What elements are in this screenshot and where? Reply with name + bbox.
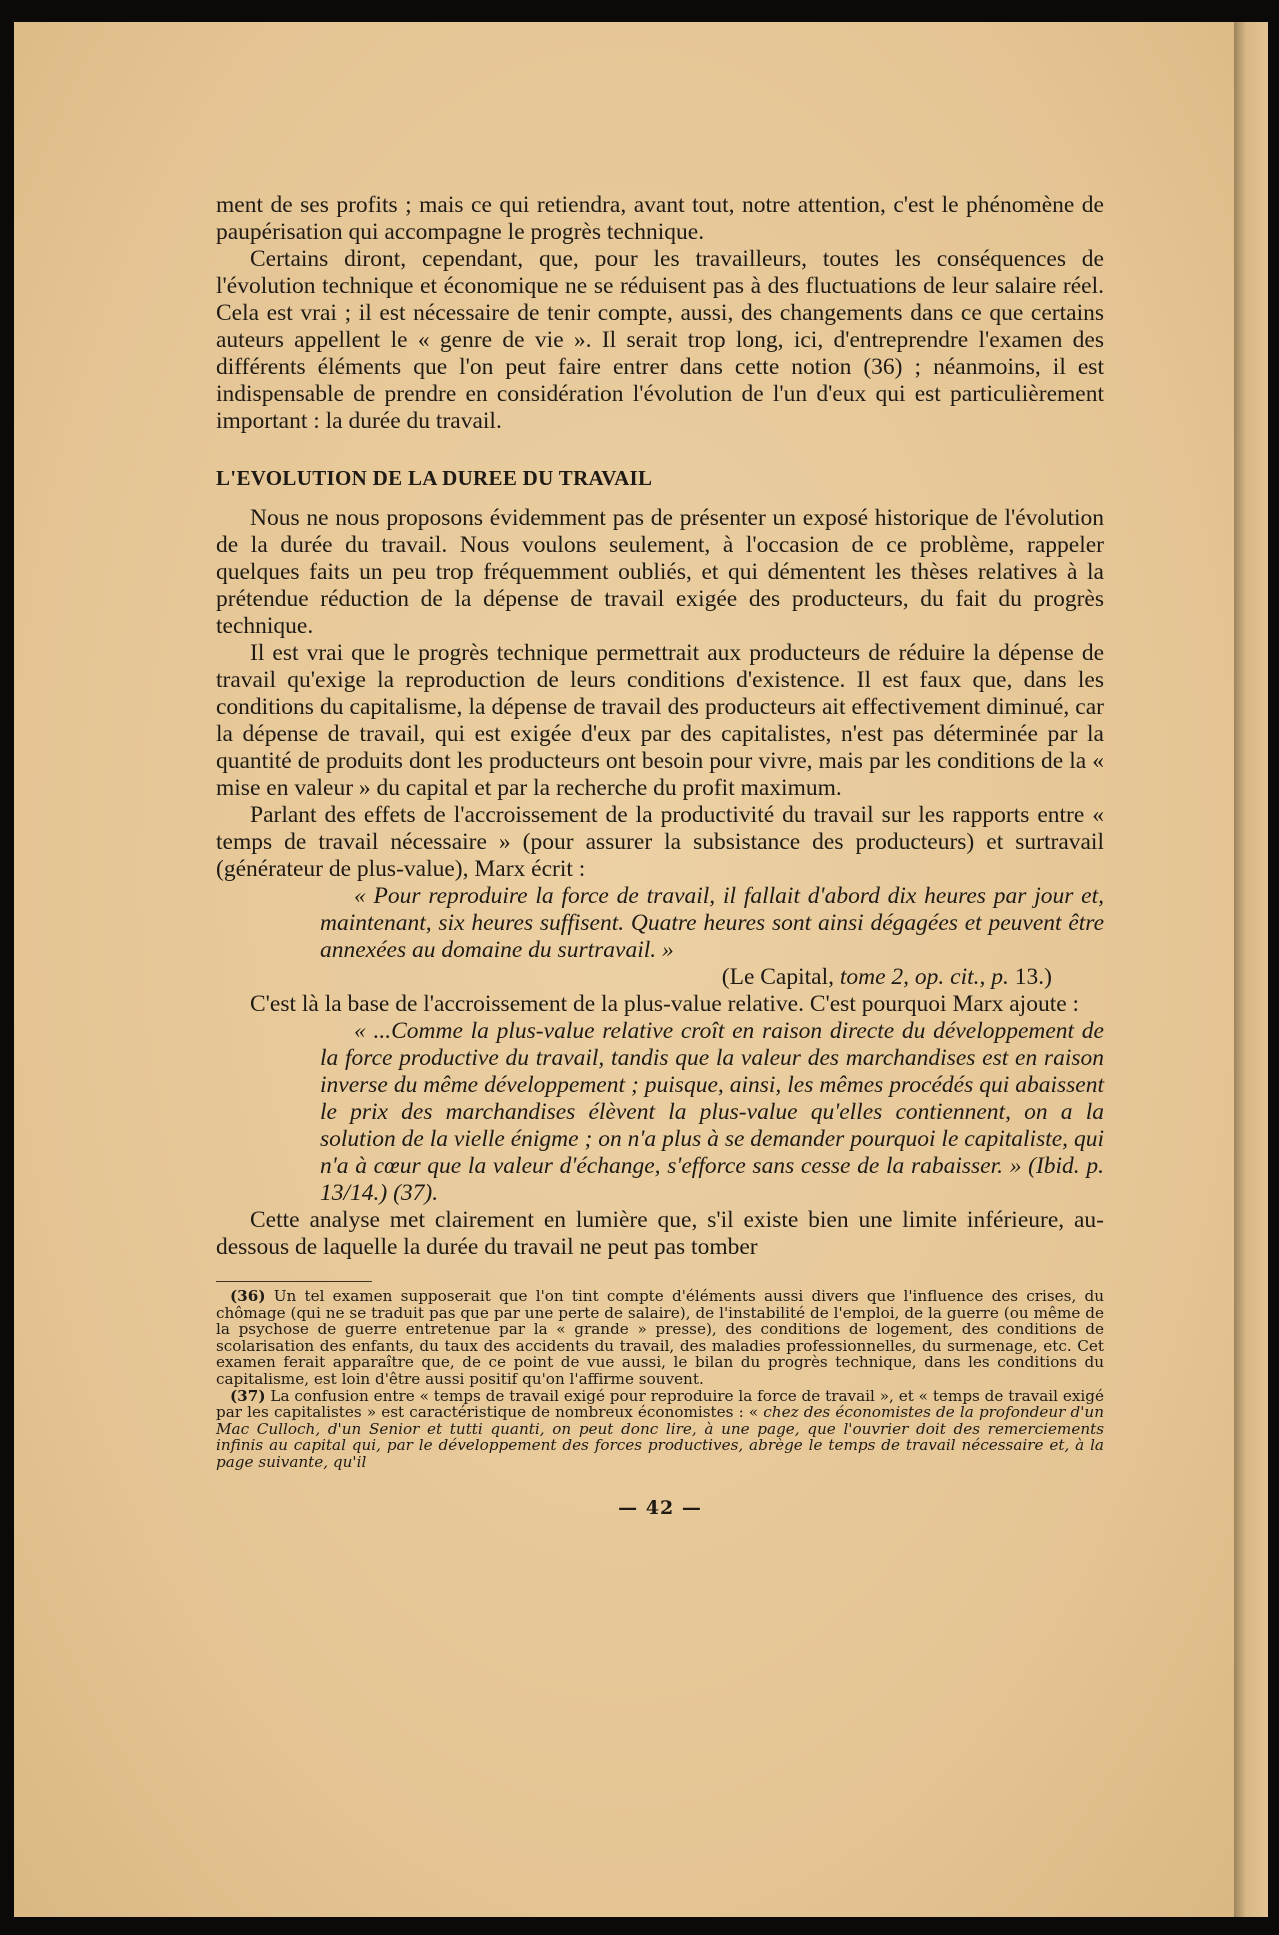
citation-1	[216, 964, 1104, 991]
paragraph-1: ment de ses profits ; mais ce qui retiendra, avant tout, notre attention, c'est le phénomène de paupérisation qui accompagne le progrès technique.	[216, 192, 1104, 245]
citation-1-source: (Le Capital,	[721, 964, 840, 990]
paragraph-7: Cette analyse met clairement en lumière que, s'il existe bien une limite inférieure, au-dessous de laquelle la durée du travail ne peut pas tomber	[216, 1207, 1104, 1260]
footnote-36-number: (36)	[230, 1287, 266, 1305]
quote-1: « Pour reproduire la force de travail, il fallait d'abord dix heures par jour et, maintenant, six heures suffisent. Quatre heures sont ainsi dégagées et peuvent être annexées au domaine du surtravail. »	[320, 883, 1104, 963]
page-number: — 42 —	[618, 1496, 702, 1519]
next-page-edge	[1234, 22, 1268, 1917]
citation-1-ref: tome 2, op. cit., p.	[839, 964, 1009, 990]
paragraph-3: Nous ne nous proposons évidemment pas de présenter un exposé historique de l'évolution de la durée du travail. Nous voulons seulement, à l'occasion de ce problème, rappeler quelques faits un peu trop fréquemment oubliés, et qui démentent les thèses relatives à la prétendue réduction de la dépense de travail exigée des producteurs, du fait du progrès technique.	[216, 505, 1104, 639]
paragraph-6: C'est là la base de l'accroissement de la plus-value relative. C'est pourquoi Marx ajoute :	[250, 991, 1080, 1017]
footnote-36	[216, 1288, 1104, 1388]
paragraph-5: Parlant des effets de l'accroissement de la productivité du travail sur les rapports entre « temps de travail nécessaire » (pour assurer la subsistance des producteurs) et surtravail (générateur de plus-value), Marx écrit :	[216, 802, 1104, 882]
page-content	[216, 192, 1104, 1519]
footnote-37-quote: chez des économistes de la profondeur d'un Mac Culloch, d'un Senior et tutti quanti, on peut donc lire, à une page, que l'ouvrier doit des remerciements infinis au capital qui, par le développement des forces productives, abrège le temps de travail nécessaire et, à la page suivante, qu'il	[216, 1403, 1104, 1471]
footnote-37-number: (37)	[230, 1386, 266, 1405]
paragraph-4: Il est vrai que le progrès technique permettrait aux producteurs de réduire la dépense de travail qu'exige la reproduction de leurs conditions d'existence. Il est faux que, dans les conditions du capitalisme, la dépense de travail des producteurs ait effectivement diminué, car la dépense de travail, qui est exigée d'eux par des capitalistes, n'est pas déterminée par la quantité de produits dont les producteurs ont besoin pour vivre, mais par les conditions de la « mise en valeur » du capital et par la recherche du profit maximum.	[216, 640, 1104, 801]
section-heading: L'EVOLUTION DE LA DUREE DU TRAVAIL	[216, 466, 653, 490]
citation-1-page: 13.)	[1008, 964, 1052, 990]
quote-2: « ...Comme la plus-value relative croît en raison directe du développement de la force productive du travail, tandis que la valeur des marchandises est en raison inverse du même développement ; puisque, ainsi, les mêmes procédés qui abaissent le prix des marchandises élèvent la plus-value qu'elles contiennent, on a la solution de la vielle énigme ; on n'a plus à se demander pourquoi le capitaliste, qui n'a à cœur que la valeur d'échange, s'efforce sans cesse de la rabaisser. » (Ibid. p. 13/14.) (37).	[320, 1018, 1104, 1206]
paragraph-2: Certains diront, cependant, que, pour les travailleurs, toutes les conséquences de l'évolution technique et économique ne se réduisent pas à des fluctuations de leur salaire réel. Cela est vrai ; il est nécessaire de tenir compte, aussi, des changements dans ce que certains auteurs appellent le « genre de vie ». Il serait trop long, ici, d'entreprendre l'examen des différents éléments que l'on peut faire entrer dans cette notion (36) ; néanmoins, il est indispensable de prendre en considération l'évolution de l'un d'eux qui est particulièrement important : la durée du travail.	[216, 246, 1104, 434]
footnote-37	[216, 1388, 1104, 1471]
footnote-rule	[216, 1281, 372, 1282]
footnote-37-text: La confusion entre « temps de travail exigé pour reproduire la force de travail », et « temps de travail exigé par les capitalistes » est caractéristique de nombreux économistes : «	[216, 1386, 1104, 1422]
footnotes	[216, 1281, 1104, 1471]
footnote-36-text: Un tel examen supposerait que l'on tint compte d'éléments aussi divers que l'influence des crises, du chômage (qui ne se traduit pas que par une perte de salaire), de l'instabilité de l'emploi, de la guerre (ou même de la psychose de guerre entretenue par la « grande » presse), des conditions de logement, des conditions de scolarisation des enfants, du taux des accidents du travail, des maladies professionnelles, du surmenage, etc. Cet examen ferait apparaître que, de ce point de vue aussi, le bilan du progrès technique, dans les conditions du capitalisme, est loin d'être aussi positif qu'on l'affirme souvent.	[216, 1287, 1104, 1388]
